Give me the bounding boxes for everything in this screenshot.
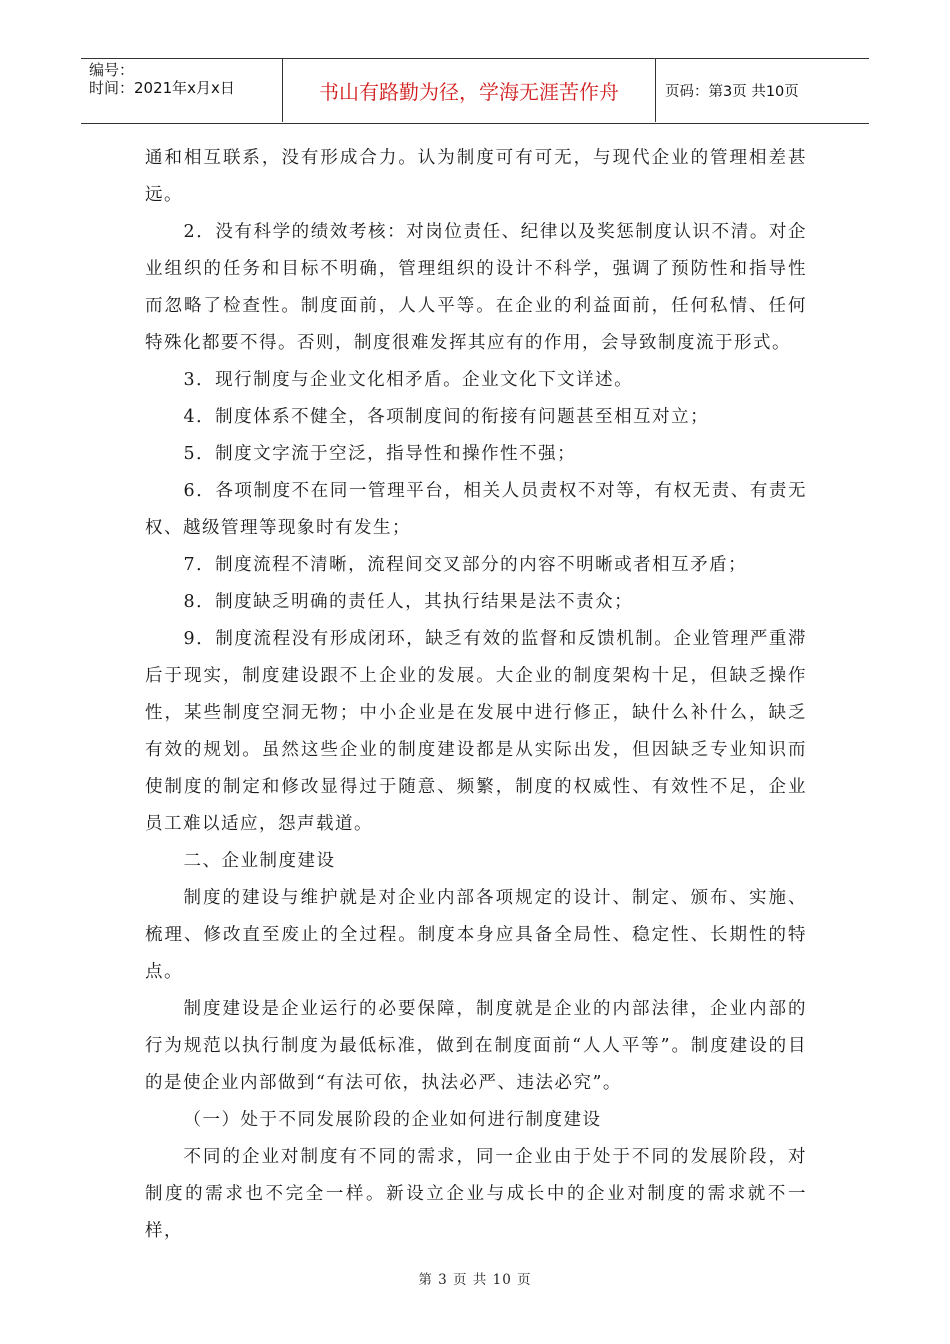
paragraph: 3．现行制度与企业文化相矛盾。企业文化下文详述。 (183, 370, 634, 390)
section-heading: 二、企业制度建设 (183, 851, 336, 871)
header-meta (89, 61, 289, 97)
paragraph: 不同的企业对制度有不同的需求，同一企业由于处于不同的发展阶段，对制度的需求也不完全一样。新设立企业与成长中的企业对制度的需求就不一样， (145, 1147, 807, 1241)
paragraph: 制度建设是企业运行的必要保障，制度就是企业的内部法律，企业内部的行为规范以执行制度为最低标准，做到在制度面前“人人平等”。制度建设的目的是使企业内部做到“有法可依，执法必严、违法必究”。 (145, 999, 807, 1093)
paragraph: 制度的建设与维护就是对企业内部各项规定的设计、制定、颁布、实施、梳理、修改直至废止的全过程。制度本身应具备全局性、稳定性、长期性的特点。 (145, 888, 807, 982)
paragraph: 7．制度流程不清晰，流程间交叉部分的内容不明晰或者相互矛盾； (183, 555, 748, 575)
header-page-info: 页码：第3页 共10页 (665, 84, 799, 100)
page-footer: 第 3 页 共 10 页 (418, 1272, 532, 1288)
paragraph: 8．制度缺乏明确的责任人，其执行结果是法不责众； (183, 592, 634, 612)
document-number-label: 编号： (89, 61, 135, 79)
paragraph: 9．制度流程没有形成闭环，缺乏有效的监督和反馈机制。企业管理严重滞后于现实，制度建设跟不上企业的发展。大企业的制度架构十足，但缺乏操作性，某些制度空洞无物；中小企业是在发展中进行修正，缺什么补什么，缺乏有效的规划。虽然这些企业的制度建设都是从实际出发，但因缺乏专业知识而使制度的制定和修改显得过于随意、频繁，制度的权威性、有效性不足，企业员工难以适应，怨声载道。 (145, 629, 807, 834)
paragraph: 4．制度体系不健全，各项制度间的衔接有问题甚至相互对立； (183, 407, 710, 427)
paragraph: 5．制度文字流于空泛，指导性和操作性不强； (183, 444, 577, 464)
document-time-label: 时间：2021年x月x日 (89, 79, 235, 97)
document-body (145, 140, 807, 1250)
paragraph: 2．没有科学的绩效考核：对岗位责任、纪律以及奖惩制度认识不清。对企业组织的任务和目标不明确，管理组织的设计不科学，强调了预防性和指导性而忽略了检查性。制度面前，人人平等。在企业的利益面前，任何私情、任何特殊化都要不得。否则，制度很难发挥其应有的作用，会导致制度流于形式。 (145, 222, 807, 353)
page-header (81, 58, 869, 124)
paragraph: 通和相互联系，没有形成合力。认为制度可有可无，与现代企业的管理相差甚远。 (145, 148, 807, 205)
subsection-heading: （一）处于不同发展阶段的企业如何进行制度建设 (183, 1110, 602, 1130)
paragraph: 6．各项制度不在同一管理平台，相关人员责权不对等，有权无责、有责无权、越级管理等现象时有发生； (145, 481, 807, 538)
header-motto: 书山有路勤为径，学海无涯苦作舟 (319, 80, 619, 104)
header-divider (655, 59, 656, 122)
